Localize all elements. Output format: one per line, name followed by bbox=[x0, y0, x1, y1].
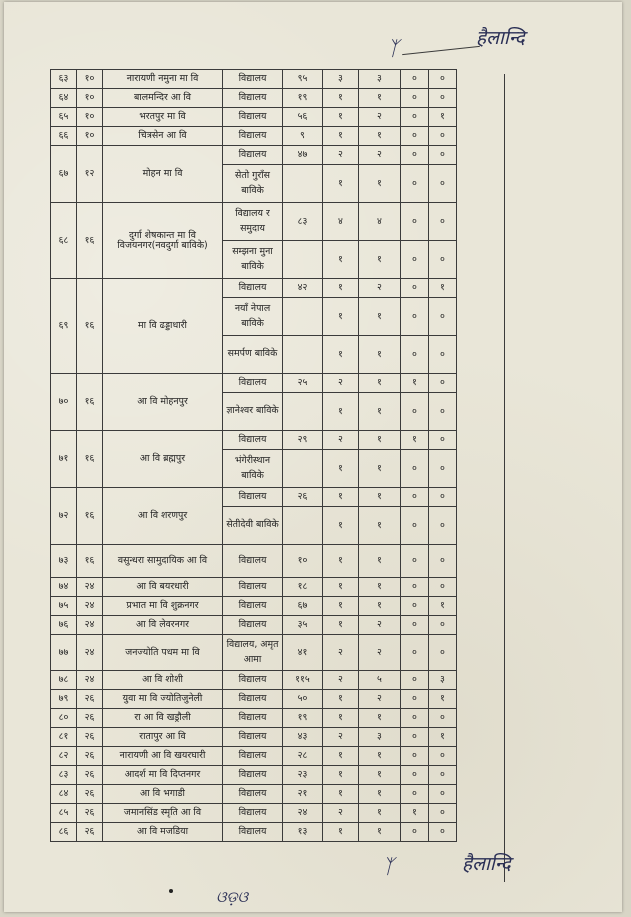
teachers-cell: २ bbox=[323, 671, 359, 690]
count-a-cell: ० bbox=[401, 709, 429, 728]
count-a-cell: ० bbox=[401, 766, 429, 785]
teachers-cell: १ bbox=[323, 578, 359, 597]
school-name-cell: आ वि मोहनपुर bbox=[103, 374, 223, 431]
count-b-cell: ० bbox=[429, 336, 457, 374]
rooms-cell: १ bbox=[359, 804, 401, 823]
count-b-cell: ० bbox=[429, 431, 457, 450]
signature-stroke bbox=[402, 46, 480, 55]
rooms-cell: २ bbox=[359, 616, 401, 635]
count-a-cell: ० bbox=[401, 597, 429, 616]
type-cell: विद्यालय bbox=[223, 545, 283, 578]
students-cell bbox=[283, 298, 323, 336]
table-row bbox=[51, 671, 457, 690]
school-name-cell: आ वि मजडिया bbox=[103, 823, 223, 842]
serial-number-cell: ८३ bbox=[51, 766, 77, 785]
count-b-cell: ० bbox=[429, 635, 457, 671]
count-a-cell: ० bbox=[401, 108, 429, 127]
count-b-cell: ० bbox=[429, 298, 457, 336]
school-name-cell: दुर्गा शेषकान्त मा वि विजयनगर(नवदुर्गा बाविके) bbox=[103, 203, 223, 279]
table-row bbox=[51, 616, 457, 635]
rooms-cell: १ bbox=[359, 89, 401, 108]
rooms-cell: २ bbox=[359, 108, 401, 127]
school-name-cell: बालमन्दिर आ वि bbox=[103, 89, 223, 108]
footer-mark: ଓଡ଼ଓ bbox=[216, 888, 248, 906]
count-a-cell: ० bbox=[401, 488, 429, 507]
ink-dot bbox=[169, 889, 173, 893]
students-cell: २४ bbox=[283, 804, 323, 823]
table-row bbox=[51, 89, 457, 108]
teachers-cell: १ bbox=[323, 690, 359, 709]
school-name-cell: जनज्योति पधम मा वि bbox=[103, 635, 223, 671]
students-cell: २८ bbox=[283, 747, 323, 766]
ward-cell: १२ bbox=[77, 146, 103, 203]
ward-cell: २४ bbox=[77, 597, 103, 616]
rooms-cell: २ bbox=[359, 146, 401, 165]
serial-number-cell: ७२ bbox=[51, 488, 77, 545]
count-a-cell: ० bbox=[401, 146, 429, 165]
rooms-cell: २ bbox=[359, 690, 401, 709]
count-b-cell: ० bbox=[429, 747, 457, 766]
count-a-cell: ० bbox=[401, 671, 429, 690]
ward-cell: २६ bbox=[77, 766, 103, 785]
table-row bbox=[51, 146, 457, 165]
count-b-cell: ० bbox=[429, 709, 457, 728]
students-cell: १३ bbox=[283, 823, 323, 842]
teachers-cell: २ bbox=[323, 635, 359, 671]
teachers-cell: १ bbox=[323, 823, 359, 842]
table-row bbox=[51, 804, 457, 823]
count-b-cell: ० bbox=[429, 616, 457, 635]
count-a-cell: ० bbox=[401, 127, 429, 146]
students-cell: २१ bbox=[283, 785, 323, 804]
rooms-cell: १ bbox=[359, 431, 401, 450]
teachers-cell: १ bbox=[323, 279, 359, 298]
school-name-cell: प्रभात मा वि शुक्रनगर bbox=[103, 597, 223, 616]
count-b-cell: ० bbox=[429, 578, 457, 597]
ward-cell: १० bbox=[77, 89, 103, 108]
top-name-signature: हैलान्दि bbox=[476, 27, 525, 49]
table-row bbox=[51, 597, 457, 616]
type-cell: भंगेरीस्थान बाविके bbox=[223, 450, 283, 488]
table-row bbox=[51, 488, 457, 507]
rooms-cell: १ bbox=[359, 578, 401, 597]
type-cell: विद्यालय र समुदाय bbox=[223, 203, 283, 241]
students-cell: १९ bbox=[283, 709, 323, 728]
teachers-cell: १ bbox=[323, 507, 359, 545]
teachers-cell: १ bbox=[323, 597, 359, 616]
table-row bbox=[51, 374, 457, 393]
students-cell: २९ bbox=[283, 431, 323, 450]
count-b-cell: ० bbox=[429, 450, 457, 488]
table-row bbox=[51, 690, 457, 709]
students-cell: ४१ bbox=[283, 635, 323, 671]
ward-cell: १६ bbox=[77, 545, 103, 578]
serial-number-cell: ७० bbox=[51, 374, 77, 431]
type-cell: विद्यालय bbox=[223, 578, 283, 597]
count-a-cell: ० bbox=[401, 823, 429, 842]
count-a-cell: ० bbox=[401, 450, 429, 488]
table-row bbox=[51, 127, 457, 146]
ward-cell: २६ bbox=[77, 747, 103, 766]
school-table-wrapper bbox=[50, 69, 457, 842]
count-b-cell: १ bbox=[429, 728, 457, 747]
rooms-cell: २ bbox=[359, 279, 401, 298]
count-a-cell: ० bbox=[401, 747, 429, 766]
students-cell: ४७ bbox=[283, 146, 323, 165]
students-cell: ९ bbox=[283, 127, 323, 146]
type-cell: विद्यालय bbox=[223, 709, 283, 728]
count-b-cell: ० bbox=[429, 393, 457, 431]
count-a-cell: ० bbox=[401, 578, 429, 597]
rooms-cell: २ bbox=[359, 635, 401, 671]
school-name-cell: रातापुर आ वि bbox=[103, 728, 223, 747]
count-a-cell: ० bbox=[401, 203, 429, 241]
serial-number-cell: ७४ bbox=[51, 578, 77, 597]
type-cell: सम्झना मुना बाविके bbox=[223, 241, 283, 279]
school-name-cell: वसुन्धरा सामुदायिक आ वि bbox=[103, 545, 223, 578]
table-row bbox=[51, 747, 457, 766]
students-cell: ८३ bbox=[283, 203, 323, 241]
students-cell bbox=[283, 336, 323, 374]
serial-number-cell: ८२ bbox=[51, 747, 77, 766]
teachers-cell: १ bbox=[323, 89, 359, 108]
type-cell: सेतो गुराँस बाविके bbox=[223, 165, 283, 203]
teachers-cell: १ bbox=[323, 127, 359, 146]
table-row bbox=[51, 728, 457, 747]
students-cell: १९ bbox=[283, 89, 323, 108]
type-cell: विद्यालय bbox=[223, 70, 283, 89]
type-cell: विद्यालय bbox=[223, 127, 283, 146]
serial-number-cell: ८६ bbox=[51, 823, 77, 842]
students-cell: ११५ bbox=[283, 671, 323, 690]
type-cell: विद्यालय bbox=[223, 728, 283, 747]
count-b-cell: ० bbox=[429, 89, 457, 108]
teachers-cell: १ bbox=[323, 108, 359, 127]
count-a-cell: १ bbox=[401, 804, 429, 823]
count-a-cell: १ bbox=[401, 374, 429, 393]
rooms-cell: ५ bbox=[359, 671, 401, 690]
school-name-cell: नारायणी आ वि खयरघारी bbox=[103, 747, 223, 766]
ward-cell: २४ bbox=[77, 671, 103, 690]
table-row bbox=[51, 203, 457, 241]
count-a-cell: ० bbox=[401, 279, 429, 298]
table-row bbox=[51, 823, 457, 842]
count-b-cell: ० bbox=[429, 146, 457, 165]
rooms-cell: १ bbox=[359, 545, 401, 578]
ward-cell: १० bbox=[77, 127, 103, 146]
teachers-cell: १ bbox=[323, 241, 359, 279]
count-a-cell: ० bbox=[401, 507, 429, 545]
teachers-cell: ३ bbox=[323, 70, 359, 89]
type-cell: विद्यालय bbox=[223, 279, 283, 298]
type-cell: विद्यालय bbox=[223, 597, 283, 616]
ward-cell: १६ bbox=[77, 488, 103, 545]
rooms-cell: १ bbox=[359, 709, 401, 728]
count-b-cell: १ bbox=[429, 279, 457, 298]
ward-cell: २६ bbox=[77, 709, 103, 728]
count-b-cell: ० bbox=[429, 488, 457, 507]
type-cell: विद्यालय bbox=[223, 671, 283, 690]
teachers-cell: २ bbox=[323, 804, 359, 823]
teachers-cell: १ bbox=[323, 298, 359, 336]
table-row bbox=[51, 635, 457, 671]
ward-cell: २६ bbox=[77, 728, 103, 747]
serial-number-cell: ६३ bbox=[51, 70, 77, 89]
school-name-cell: रा आ वि खड्रौली bbox=[103, 709, 223, 728]
ward-cell: २६ bbox=[77, 785, 103, 804]
serial-number-cell: ७१ bbox=[51, 431, 77, 488]
school-name-cell: आ वि भगाडी bbox=[103, 785, 223, 804]
teachers-cell: १ bbox=[323, 336, 359, 374]
teachers-cell: २ bbox=[323, 431, 359, 450]
count-a-cell: ० bbox=[401, 241, 429, 279]
type-cell: विद्यालय bbox=[223, 89, 283, 108]
teachers-cell: १ bbox=[323, 785, 359, 804]
school-name-cell: आ वि शरणपुर bbox=[103, 488, 223, 545]
serial-number-cell: ८१ bbox=[51, 728, 77, 747]
students-cell: २३ bbox=[283, 766, 323, 785]
serial-number-cell: ७३ bbox=[51, 545, 77, 578]
students-cell: १८ bbox=[283, 578, 323, 597]
rooms-cell: ३ bbox=[359, 70, 401, 89]
type-cell: विद्यालय bbox=[223, 488, 283, 507]
type-cell: विद्यालय bbox=[223, 431, 283, 450]
count-b-cell: ० bbox=[429, 374, 457, 393]
count-b-cell: ० bbox=[429, 127, 457, 146]
school-name-cell: आ वि शोशी bbox=[103, 671, 223, 690]
rooms-cell: १ bbox=[359, 597, 401, 616]
count-a-cell: ० bbox=[401, 70, 429, 89]
right-margin-line bbox=[504, 74, 505, 882]
teachers-cell: १ bbox=[323, 165, 359, 203]
ward-cell: १६ bbox=[77, 374, 103, 431]
ward-cell: १६ bbox=[77, 431, 103, 488]
ward-cell: २४ bbox=[77, 578, 103, 597]
serial-number-cell: ६६ bbox=[51, 127, 77, 146]
count-a-cell: ० bbox=[401, 165, 429, 203]
count-b-cell: १ bbox=[429, 690, 457, 709]
ward-cell: २६ bbox=[77, 823, 103, 842]
school-name-cell: युवा मा वि ज्योतिजुनेली bbox=[103, 690, 223, 709]
count-b-cell: ० bbox=[429, 165, 457, 203]
students-cell: २५ bbox=[283, 374, 323, 393]
school-name-cell: मोहन मा वि bbox=[103, 146, 223, 203]
serial-number-cell: ७८ bbox=[51, 671, 77, 690]
type-cell: विद्यालय bbox=[223, 766, 283, 785]
school-name-cell: आदर्श मा वि दिप्तनगर bbox=[103, 766, 223, 785]
students-cell bbox=[283, 241, 323, 279]
students-cell bbox=[283, 450, 323, 488]
rooms-cell: ३ bbox=[359, 728, 401, 747]
paper-sheet bbox=[4, 2, 622, 912]
students-cell: ४३ bbox=[283, 728, 323, 747]
count-a-cell: ० bbox=[401, 728, 429, 747]
school-name-cell: नारायणी नमुना मा वि bbox=[103, 70, 223, 89]
count-a-cell: ० bbox=[401, 785, 429, 804]
count-a-cell: ० bbox=[401, 336, 429, 374]
count-b-cell: ० bbox=[429, 241, 457, 279]
table-row bbox=[51, 578, 457, 597]
rooms-cell: १ bbox=[359, 450, 401, 488]
type-cell: विद्यालय bbox=[223, 804, 283, 823]
count-a-cell: १ bbox=[401, 431, 429, 450]
teachers-cell: २ bbox=[323, 146, 359, 165]
type-cell: नयाँ नेपाल बाविके bbox=[223, 298, 283, 336]
school-data-table bbox=[50, 69, 457, 842]
students-cell bbox=[283, 393, 323, 431]
rooms-cell: १ bbox=[359, 127, 401, 146]
count-a-cell: ० bbox=[401, 393, 429, 431]
ward-cell: १० bbox=[77, 70, 103, 89]
ward-cell: १६ bbox=[77, 203, 103, 279]
rooms-cell: १ bbox=[359, 747, 401, 766]
serial-number-cell: ६७ bbox=[51, 146, 77, 203]
school-name-cell: आ वि लेवरनगर bbox=[103, 616, 223, 635]
rooms-cell: १ bbox=[359, 241, 401, 279]
school-name-cell: मा वि ढड्डाधारी bbox=[103, 279, 223, 374]
students-cell: ३५ bbox=[283, 616, 323, 635]
ward-cell: २४ bbox=[77, 616, 103, 635]
table-row bbox=[51, 709, 457, 728]
serial-number-cell: ८४ bbox=[51, 785, 77, 804]
serial-number-cell: ७५ bbox=[51, 597, 77, 616]
count-b-cell: ० bbox=[429, 804, 457, 823]
count-a-cell: ० bbox=[401, 298, 429, 336]
bottom-name-signature: हैलान्दि bbox=[462, 853, 511, 875]
students-cell: ९५ bbox=[283, 70, 323, 89]
count-a-cell: ० bbox=[401, 616, 429, 635]
students-cell bbox=[283, 507, 323, 545]
type-cell: विद्यालय bbox=[223, 747, 283, 766]
serial-number-cell: ६४ bbox=[51, 89, 77, 108]
count-b-cell: ० bbox=[429, 766, 457, 785]
rooms-cell: १ bbox=[359, 785, 401, 804]
count-b-cell: ० bbox=[429, 545, 457, 578]
rooms-cell: १ bbox=[359, 336, 401, 374]
type-cell: विद्यालय bbox=[223, 823, 283, 842]
school-name-cell: भरतपुर मा वि bbox=[103, 108, 223, 127]
rooms-cell: ४ bbox=[359, 203, 401, 241]
type-cell: विद्यालय bbox=[223, 108, 283, 127]
count-a-cell: ० bbox=[401, 690, 429, 709]
serial-number-cell: ६८ bbox=[51, 203, 77, 279]
teachers-cell: १ bbox=[323, 488, 359, 507]
students-cell: ६७ bbox=[283, 597, 323, 616]
table-row bbox=[51, 766, 457, 785]
table-row bbox=[51, 785, 457, 804]
table-row bbox=[51, 431, 457, 450]
type-cell: समर्पण बाविके bbox=[223, 336, 283, 374]
table-row bbox=[51, 70, 457, 89]
serial-number-cell: ७९ bbox=[51, 690, 77, 709]
type-cell: विद्यालय, अमृत आमा bbox=[223, 635, 283, 671]
teachers-cell: १ bbox=[323, 766, 359, 785]
bottom-initial-signature: ᛉ bbox=[382, 854, 394, 878]
type-cell: विद्यालय bbox=[223, 616, 283, 635]
teachers-cell: २ bbox=[323, 374, 359, 393]
count-b-cell: ० bbox=[429, 203, 457, 241]
count-b-cell: ३ bbox=[429, 671, 457, 690]
students-cell: २६ bbox=[283, 488, 323, 507]
count-a-cell: ० bbox=[401, 89, 429, 108]
serial-number-cell: ६९ bbox=[51, 279, 77, 374]
type-cell: विद्यालय bbox=[223, 146, 283, 165]
teachers-cell: १ bbox=[323, 545, 359, 578]
rooms-cell: १ bbox=[359, 507, 401, 545]
teachers-cell: १ bbox=[323, 450, 359, 488]
school-name-cell: आ वि बयरधारी bbox=[103, 578, 223, 597]
table-row bbox=[51, 279, 457, 298]
teachers-cell: १ bbox=[323, 747, 359, 766]
serial-number-cell: ६५ bbox=[51, 108, 77, 127]
ward-cell: १६ bbox=[77, 279, 103, 374]
type-cell: विद्यालय bbox=[223, 690, 283, 709]
count-a-cell: ० bbox=[401, 545, 429, 578]
school-name-cell: चित्रसेन आ वि bbox=[103, 127, 223, 146]
count-b-cell: ० bbox=[429, 785, 457, 804]
teachers-cell: ४ bbox=[323, 203, 359, 241]
teachers-cell: २ bbox=[323, 728, 359, 747]
ward-cell: १० bbox=[77, 108, 103, 127]
rooms-cell: १ bbox=[359, 165, 401, 203]
top-initial-signature: ᛉ bbox=[387, 36, 399, 60]
ward-cell: २४ bbox=[77, 635, 103, 671]
students-cell: ५६ bbox=[283, 108, 323, 127]
type-cell: सेतीदेवी बाविके bbox=[223, 507, 283, 545]
ward-cell: २६ bbox=[77, 804, 103, 823]
count-a-cell: ० bbox=[401, 635, 429, 671]
table-row bbox=[51, 545, 457, 578]
rooms-cell: १ bbox=[359, 488, 401, 507]
students-cell: ४२ bbox=[283, 279, 323, 298]
count-b-cell: १ bbox=[429, 597, 457, 616]
type-cell: विद्यालय bbox=[223, 785, 283, 804]
students-cell: ५० bbox=[283, 690, 323, 709]
school-name-cell: आ वि ब्रह्मपुर bbox=[103, 431, 223, 488]
serial-number-cell: ८५ bbox=[51, 804, 77, 823]
students-cell: १० bbox=[283, 545, 323, 578]
rooms-cell: १ bbox=[359, 298, 401, 336]
count-b-cell: ० bbox=[429, 823, 457, 842]
type-cell: ज्ञानेश्वर बाविके bbox=[223, 393, 283, 431]
serial-number-cell: ७७ bbox=[51, 635, 77, 671]
rooms-cell: १ bbox=[359, 823, 401, 842]
teachers-cell: १ bbox=[323, 616, 359, 635]
ward-cell: २६ bbox=[77, 690, 103, 709]
table-row bbox=[51, 108, 457, 127]
count-b-cell: ० bbox=[429, 507, 457, 545]
type-cell: विद्यालय bbox=[223, 374, 283, 393]
students-cell bbox=[283, 165, 323, 203]
school-name-cell: जमानसिंड स्मृति आ वि bbox=[103, 804, 223, 823]
serial-number-cell: ८० bbox=[51, 709, 77, 728]
rooms-cell: १ bbox=[359, 766, 401, 785]
count-b-cell: १ bbox=[429, 108, 457, 127]
count-b-cell: ० bbox=[429, 70, 457, 89]
teachers-cell: १ bbox=[323, 393, 359, 431]
teachers-cell: १ bbox=[323, 709, 359, 728]
rooms-cell: १ bbox=[359, 374, 401, 393]
serial-number-cell: ७६ bbox=[51, 616, 77, 635]
rooms-cell: १ bbox=[359, 393, 401, 431]
